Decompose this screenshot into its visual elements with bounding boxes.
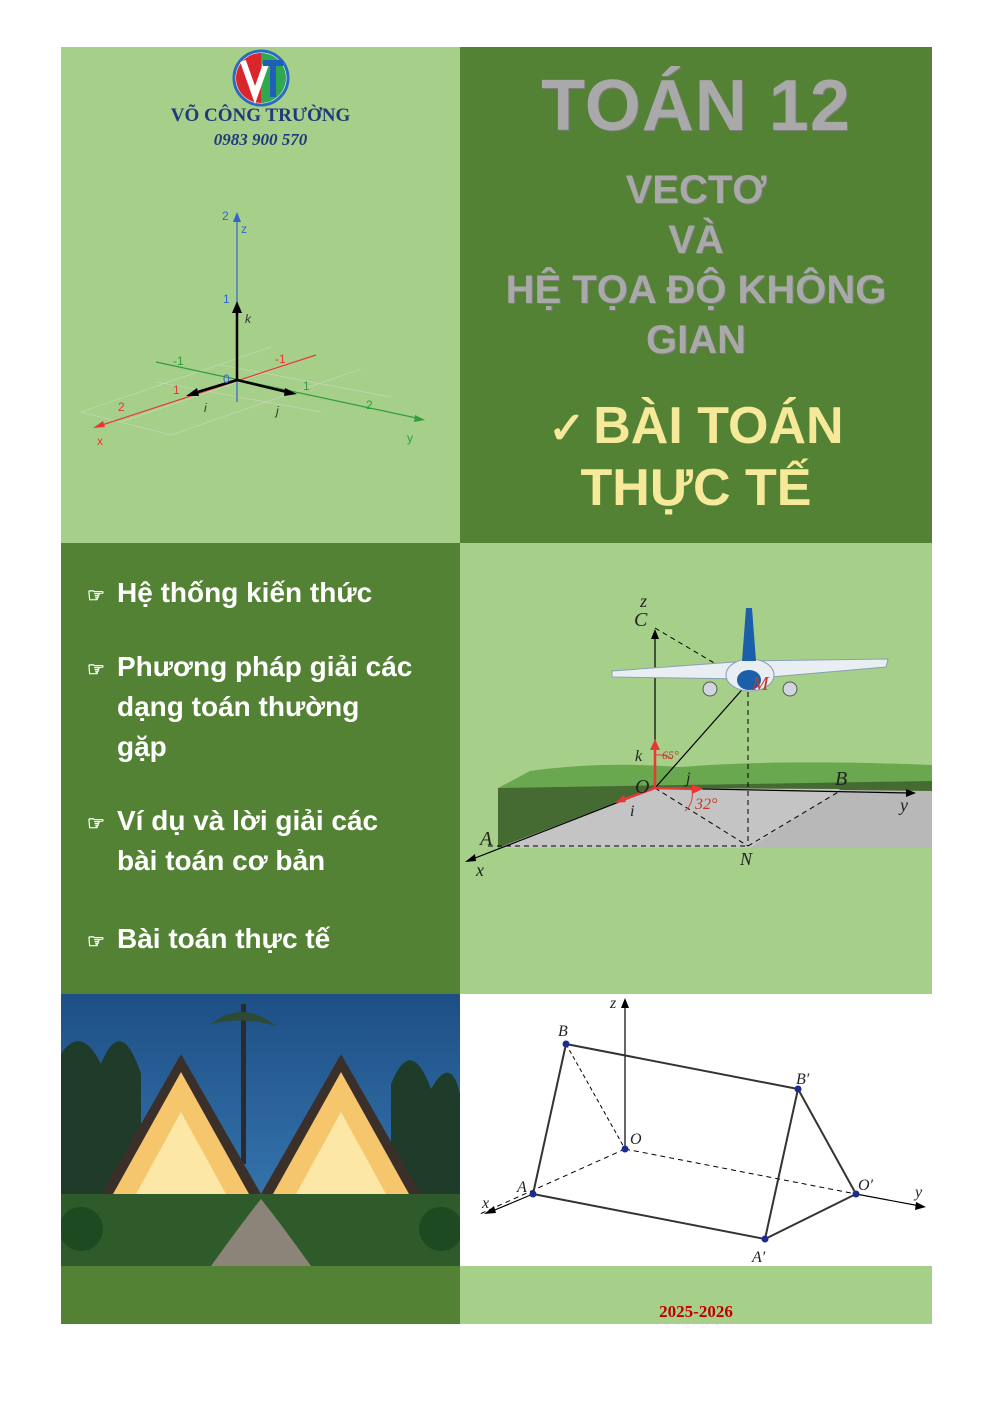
hand-pointer-icon: ☞ xyxy=(87,931,105,953)
airplane-icon xyxy=(612,608,888,696)
feature-item: ☞ Hệ thống kiến thức xyxy=(87,573,447,616)
footer-right xyxy=(460,1266,932,1324)
svg-text:65°: 65° xyxy=(662,748,679,762)
svg-text:z: z xyxy=(610,995,617,1012)
svg-text:2: 2 xyxy=(366,398,373,412)
vector-k-label: k xyxy=(245,312,251,326)
subtitle-line-4: GIAN xyxy=(646,318,746,362)
feature-item: ☞ Ví dụ và lời giải các bài toán cơ bản xyxy=(87,801,447,881)
svg-text:A: A xyxy=(517,1179,527,1196)
airplane-figure xyxy=(460,543,932,994)
vector-j-label: j xyxy=(276,404,279,418)
svg-text:C: C xyxy=(634,609,648,631)
school-year: 2025-2026 xyxy=(659,1302,733,1321)
hand-pointer-icon: ☞ xyxy=(87,585,105,607)
svg-text:i: i xyxy=(630,803,635,820)
hand-pointer-icon: ☞ xyxy=(87,659,105,681)
svg-text:O: O xyxy=(630,1131,642,1148)
prism-figure-panel xyxy=(460,994,932,1266)
airplane-figure-panel xyxy=(460,543,932,994)
author-phone: 0983 900 570 xyxy=(213,130,308,149)
subtitle-line-3: HỆ TỌA ĐỘ KHÔNG xyxy=(505,268,887,312)
prism-figure xyxy=(460,994,932,1266)
axis-label-x: x xyxy=(97,434,103,448)
svg-text:B: B xyxy=(835,768,848,790)
svg-text:1: 1 xyxy=(223,292,230,306)
svg-text:O′: O′ xyxy=(858,1177,874,1194)
svg-text:M: M xyxy=(752,673,769,695)
svg-text:y: y xyxy=(915,1184,923,1201)
title-panel xyxy=(460,47,932,543)
svg-text:0: 0 xyxy=(223,372,230,386)
vector-i-label: i xyxy=(204,401,207,415)
checkmark-icon: ✓ xyxy=(548,404,586,453)
svg-text:x: x xyxy=(476,860,484,880)
footer-left xyxy=(61,1266,460,1324)
feature-item: ☞ Bài toán thực tế xyxy=(87,919,447,962)
author-name: VÕ CÔNG TRƯỜNG xyxy=(170,105,351,126)
axis-label-y: y xyxy=(407,431,413,445)
subtitle-line-2: VÀ xyxy=(668,218,724,262)
axis-label-z: z xyxy=(241,222,247,236)
svg-text:O: O xyxy=(635,776,650,798)
svg-text:1: 1 xyxy=(173,383,180,397)
svg-text:B: B xyxy=(558,1023,568,1040)
svg-text:y: y xyxy=(900,795,908,815)
svg-text:A: A xyxy=(480,828,493,850)
feature-item: ☞ Phương pháp giải các dạng toán thường gặp xyxy=(87,647,447,767)
svg-text:32°: 32° xyxy=(695,796,718,813)
hand-pointer-icon: ☞ xyxy=(87,813,105,835)
svg-text:j: j xyxy=(686,770,691,787)
coordinate-axes-figure xyxy=(61,197,460,457)
main-title: TOÁN 12 xyxy=(541,66,851,146)
svg-text:2: 2 xyxy=(118,400,125,414)
author-panel xyxy=(61,47,460,543)
highlight-line-2: THỰC TẾ xyxy=(580,459,812,517)
features-panel xyxy=(61,543,460,994)
svg-text:-1: -1 xyxy=(173,354,184,368)
svg-text:k: k xyxy=(635,748,643,765)
a-frame-houses-photo xyxy=(61,994,460,1266)
svg-text:-1: -1 xyxy=(275,352,286,366)
highlight-line-1: ✓ BÀI TOÁN xyxy=(548,397,844,455)
svg-text:B′: B′ xyxy=(796,1071,810,1088)
author-logo xyxy=(231,49,291,107)
svg-text:N: N xyxy=(740,849,753,869)
svg-text:1: 1 xyxy=(303,379,310,393)
svg-text:z: z xyxy=(640,591,648,611)
svg-text:x: x xyxy=(482,1195,490,1212)
svg-text:2: 2 xyxy=(222,209,229,223)
subtitle-line-1: VECTƠ xyxy=(625,168,767,212)
svg-text:A′: A′ xyxy=(752,1249,766,1266)
